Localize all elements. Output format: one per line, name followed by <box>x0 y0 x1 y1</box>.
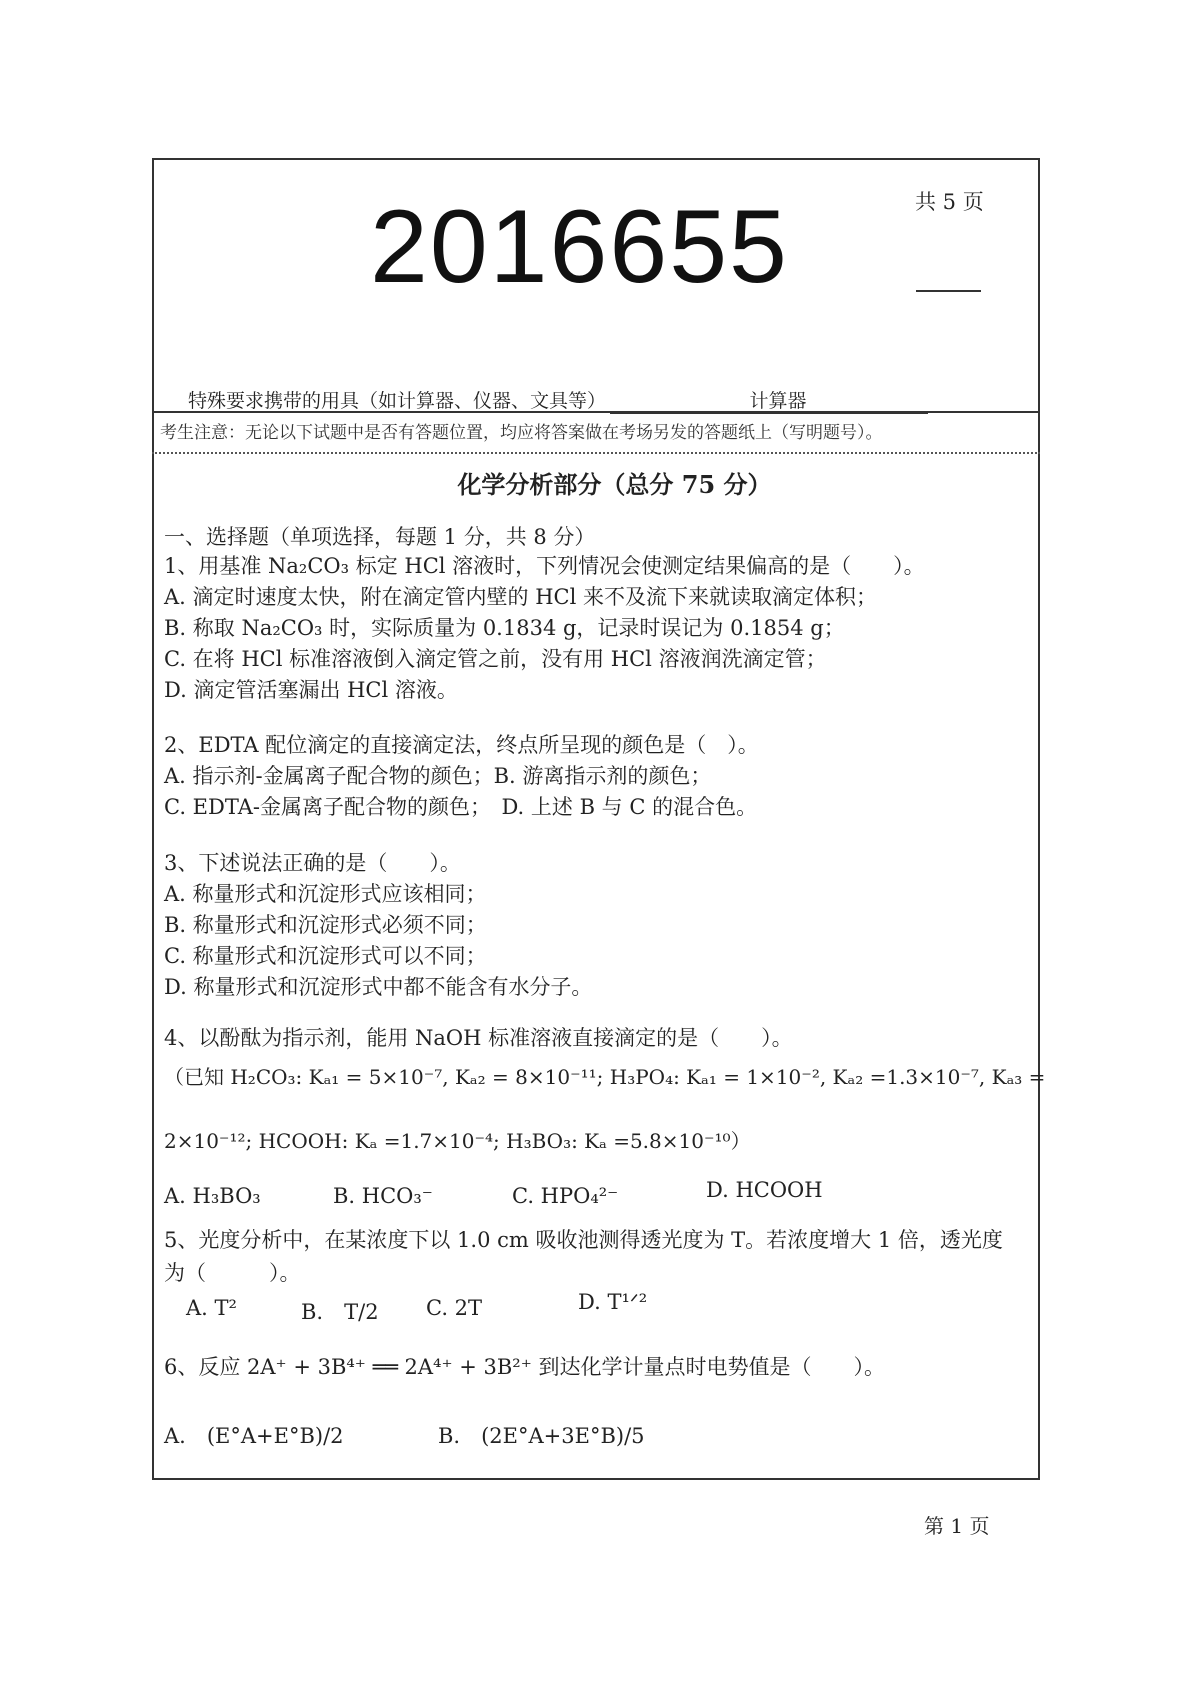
section-title: 化学分析部分（总分 75 分） <box>457 470 772 499</box>
question-2-options-cd: C. EDTA-金属离子配合物的颜色； D. 上述 B 与 C 的混合色。 <box>164 795 758 819</box>
question-6-option-b: B. (2E°A+3E°B)/5 <box>438 1424 645 1448</box>
divider-dotted <box>152 452 1040 454</box>
question-4-given-1: （已知 H₂CO₃: Kₐ₁ = 5×10⁻⁷, Kₐ₂ = 8×10⁻¹¹; H₃PO₄: Kₐ₁ = 1×10⁻², Kₐ₂ =1.3×10⁻⁷, Kₐ₃ = <box>164 1065 1046 1089</box>
question-5-option-c: C. 2T <box>426 1296 483 1320</box>
question-1-stem: 1、用基准 Na₂CO₃ 标定 HCl 溶液时，下列情况会使测定结果偏高的是（ ）。 <box>164 554 925 578</box>
code-underline <box>916 290 981 292</box>
exam-code: 2016655 <box>370 189 789 305</box>
question-4-option-d: D. HCOOH <box>706 1178 823 1202</box>
tools-value: 计算器 <box>610 386 928 414</box>
exam-notice: 考生注意：无论以下试题中是否有答题位置，均应将答案做在考场另发的答题纸上（写明题号）。 <box>160 423 883 443</box>
question-4-stem: 4、以酚酞为指示剂，能用 NaOH 标准溶液直接滴定的是（ ）。 <box>164 1026 793 1050</box>
question-2-options-ab: A. 指示剂-金属离子配合物的颜色；B. 游离指示剂的颜色； <box>164 764 712 788</box>
question-1-option-b: B. 称取 Na₂CO₃ 时，实际质量为 0.1834 g，记录时误记为 0.1854 g； <box>164 616 845 640</box>
divider-top <box>152 411 1040 413</box>
question-4-given-2: 2×10⁻¹²; HCOOH: Kₐ =1.7×10⁻⁴; H₃BO₃: Kₐ =5.8×10⁻¹⁰） <box>164 1129 751 1153</box>
question-1-option-a: A. 滴定时速度太快，附在滴定管内壁的 HCl 来不及流下来就读取滴定体积； <box>164 585 877 609</box>
question-4-option-c: C. HPO₄²⁻ <box>512 1184 619 1208</box>
question-6-stem: 6、反应 2A⁺ + 3B⁴⁺ ══ 2A⁴⁺ + 3B²⁺ 到达化学计量点时电势值是（ ）。 <box>164 1355 885 1379</box>
question-3-option-b: B. 称量形式和沉淀形式必须不同； <box>164 913 487 937</box>
question-5-stem: 5、光度分析中，在某浓度下以 1.0 cm 吸收池测得透光度为 T。若浓度增大 1 倍，透光度 <box>164 1228 1003 1252</box>
tools-line <box>188 386 928 414</box>
part-heading: 一、选择题（单项选择，每题 1 分，共 8 分） <box>164 525 596 549</box>
question-6-option-a: A. (E°A+E°B)/2 <box>164 1424 344 1448</box>
tools-label: 特殊要求携带的用具（如计算器、仪器、文具等） <box>188 390 607 412</box>
question-3-option-a: A. 称量形式和沉淀形式应该相同； <box>164 882 487 906</box>
page-number: 第 1 页 <box>924 1514 990 1538</box>
question-1-option-c: C. 在将 HCl 标准溶液倒入滴定管之前，没有用 HCl 溶液润洗滴定管； <box>164 647 827 671</box>
question-1-option-d: D. 滴定管活塞漏出 HCl 溶液。 <box>164 678 458 702</box>
question-5-stem-cont: 为（ ）。 <box>164 1261 301 1285</box>
question-4-option-a: A. H₃BO₃ <box>164 1184 261 1208</box>
question-3-option-c: C. 称量形式和沉淀形式可以不同； <box>164 944 487 968</box>
question-3-stem: 3、下述说法正确的是（ ）。 <box>164 851 461 875</box>
question-3-option-d: D. 称量形式和沉淀形式中都不能含有水分子。 <box>164 975 593 999</box>
question-5-option-b: B. T/2 <box>301 1300 379 1324</box>
question-5-option-d: D. T¹ᐟ² <box>578 1290 648 1314</box>
question-2-stem: 2、EDTA 配位滴定的直接滴定法，终点所呈现的颜色是（ ）。 <box>164 733 759 757</box>
question-5-option-a: A. T² <box>186 1296 237 1320</box>
question-4-option-b: B. HCO₃⁻ <box>333 1184 433 1208</box>
total-pages: 共 5 页 <box>915 190 984 214</box>
